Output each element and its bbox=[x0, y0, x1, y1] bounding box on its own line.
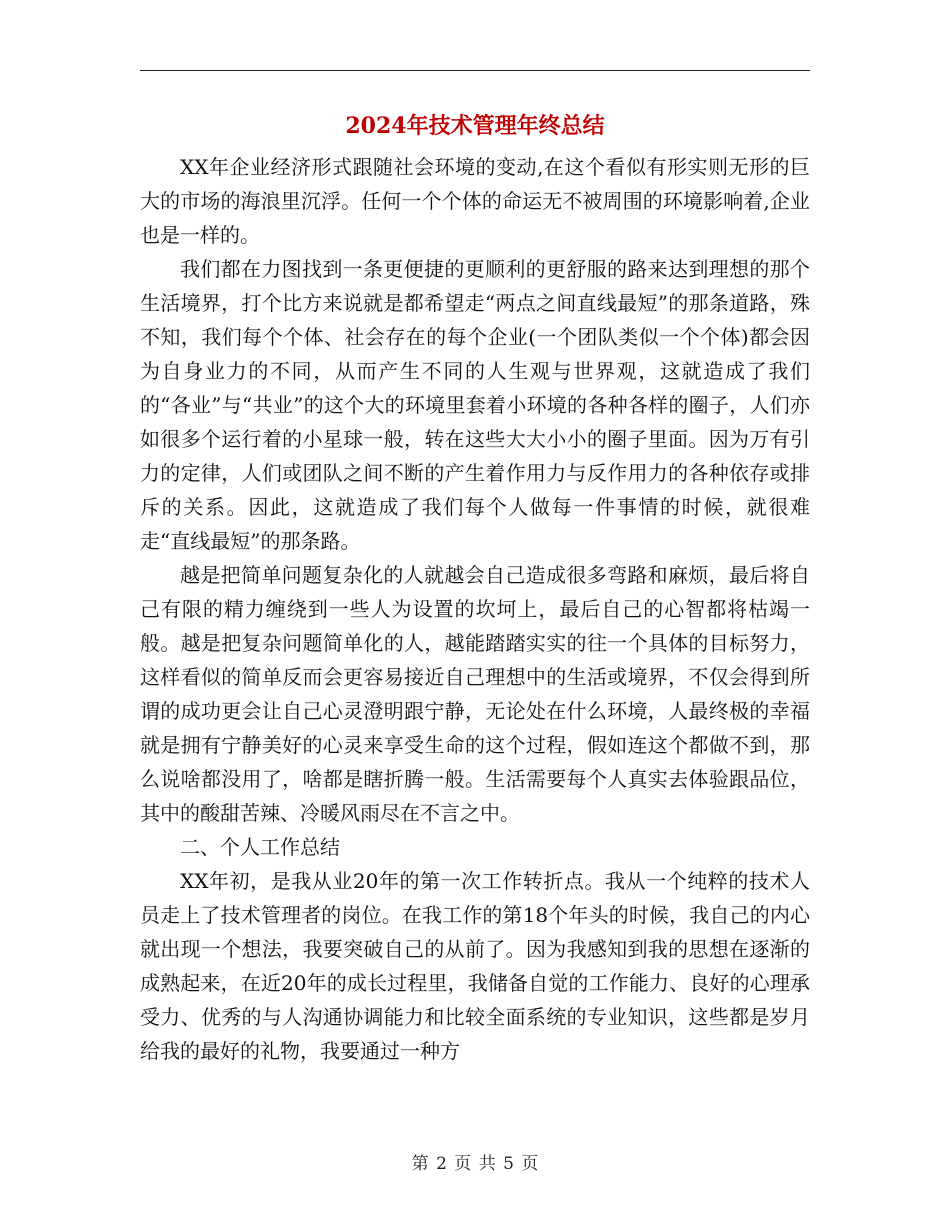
document-body bbox=[140, 150, 810, 1068]
page-number-footer: 第 2 页 共 5 页 bbox=[411, 1154, 539, 1174]
paragraph-2: 我们都在力图找到一条更便捷的更顺利的更舒服的路来达到理想的那个生活境界，打个比方来说就是都希望走“两点之间直线最短”的那条道路，殊不知，我们每个个体、社会存在的每个企业(一个团队类似一个个体)都会因为自身业力的不同，从而产生不同的人生观与世界观，这就造成了我们的“各业”与“共业”的这个大的环境里套着小环境的各种各样的圈子，人们亦如很多个运行着的小星球一般，转在这些大大小小的圈子里面。因为万有引力的定律，人们或团队之间不断的产生着作用力与反作用力的各种依存或排斥的关系。因此，这就造成了我们每个人做每一件事情的时候，就很难走“直线最短”的那条路。 bbox=[140, 257, 810, 553]
paragraph-1: XX年企业经济形式跟随社会环境的变动,在这个看似有形实则无形的巨大的市场的海浪里沉浮。任何一个个体的命运无不被周围的环境影响着,企业也是一样的。 bbox=[140, 155, 810, 247]
document-title: 2024年技术管理年终总结 bbox=[345, 113, 605, 139]
section-heading: 二、个人工作总结 bbox=[180, 835, 340, 859]
paragraph-4: XX年初，是我从业20年的第一次工作转折点。我从一个纯粹的技术人员走上了技术管理者的岗位。在我工作的第18个年头的时候，我自己的内心就出现一个想法，我要突破自己的从前了。因为我感知到我的思想在逐渐的成熟起来，在近20年的成长过程里，我储备自觉的工作能力、良好的心理承受力、优秀的与人沟通协调能力和比较全面系统的专业知识，这些都是岁月给我的最好的礼物，我要通过一种方 bbox=[140, 869, 810, 1063]
paragraph-3: 越是把简单问题复杂化的人就越会自己造成很多弯路和麻烦，最后将自己有限的精力缠绕到一些人为设置的坎坷上，最后自己的心智都将枯竭一般。越是把复杂问题简单化的人，越能踏踏实实的往一个具体的目标努力，这样看似的简单反而会更容易接近自己理想中的生活或境界，不仅会得到所谓的成功更会让自己心灵澄明跟宁静，无论处在什么环境，人最终极的幸福就是拥有宁静美好的心灵来享受生命的这个过程，假如连这个都做不到，那么说啥都没用了，啥都是瞎折腾一般。生活需要每个人真实去体验跟品位，其中的酸甜苦辣、冷暖风雨尽在不言之中。 bbox=[140, 563, 810, 825]
header-rule bbox=[140, 70, 810, 71]
